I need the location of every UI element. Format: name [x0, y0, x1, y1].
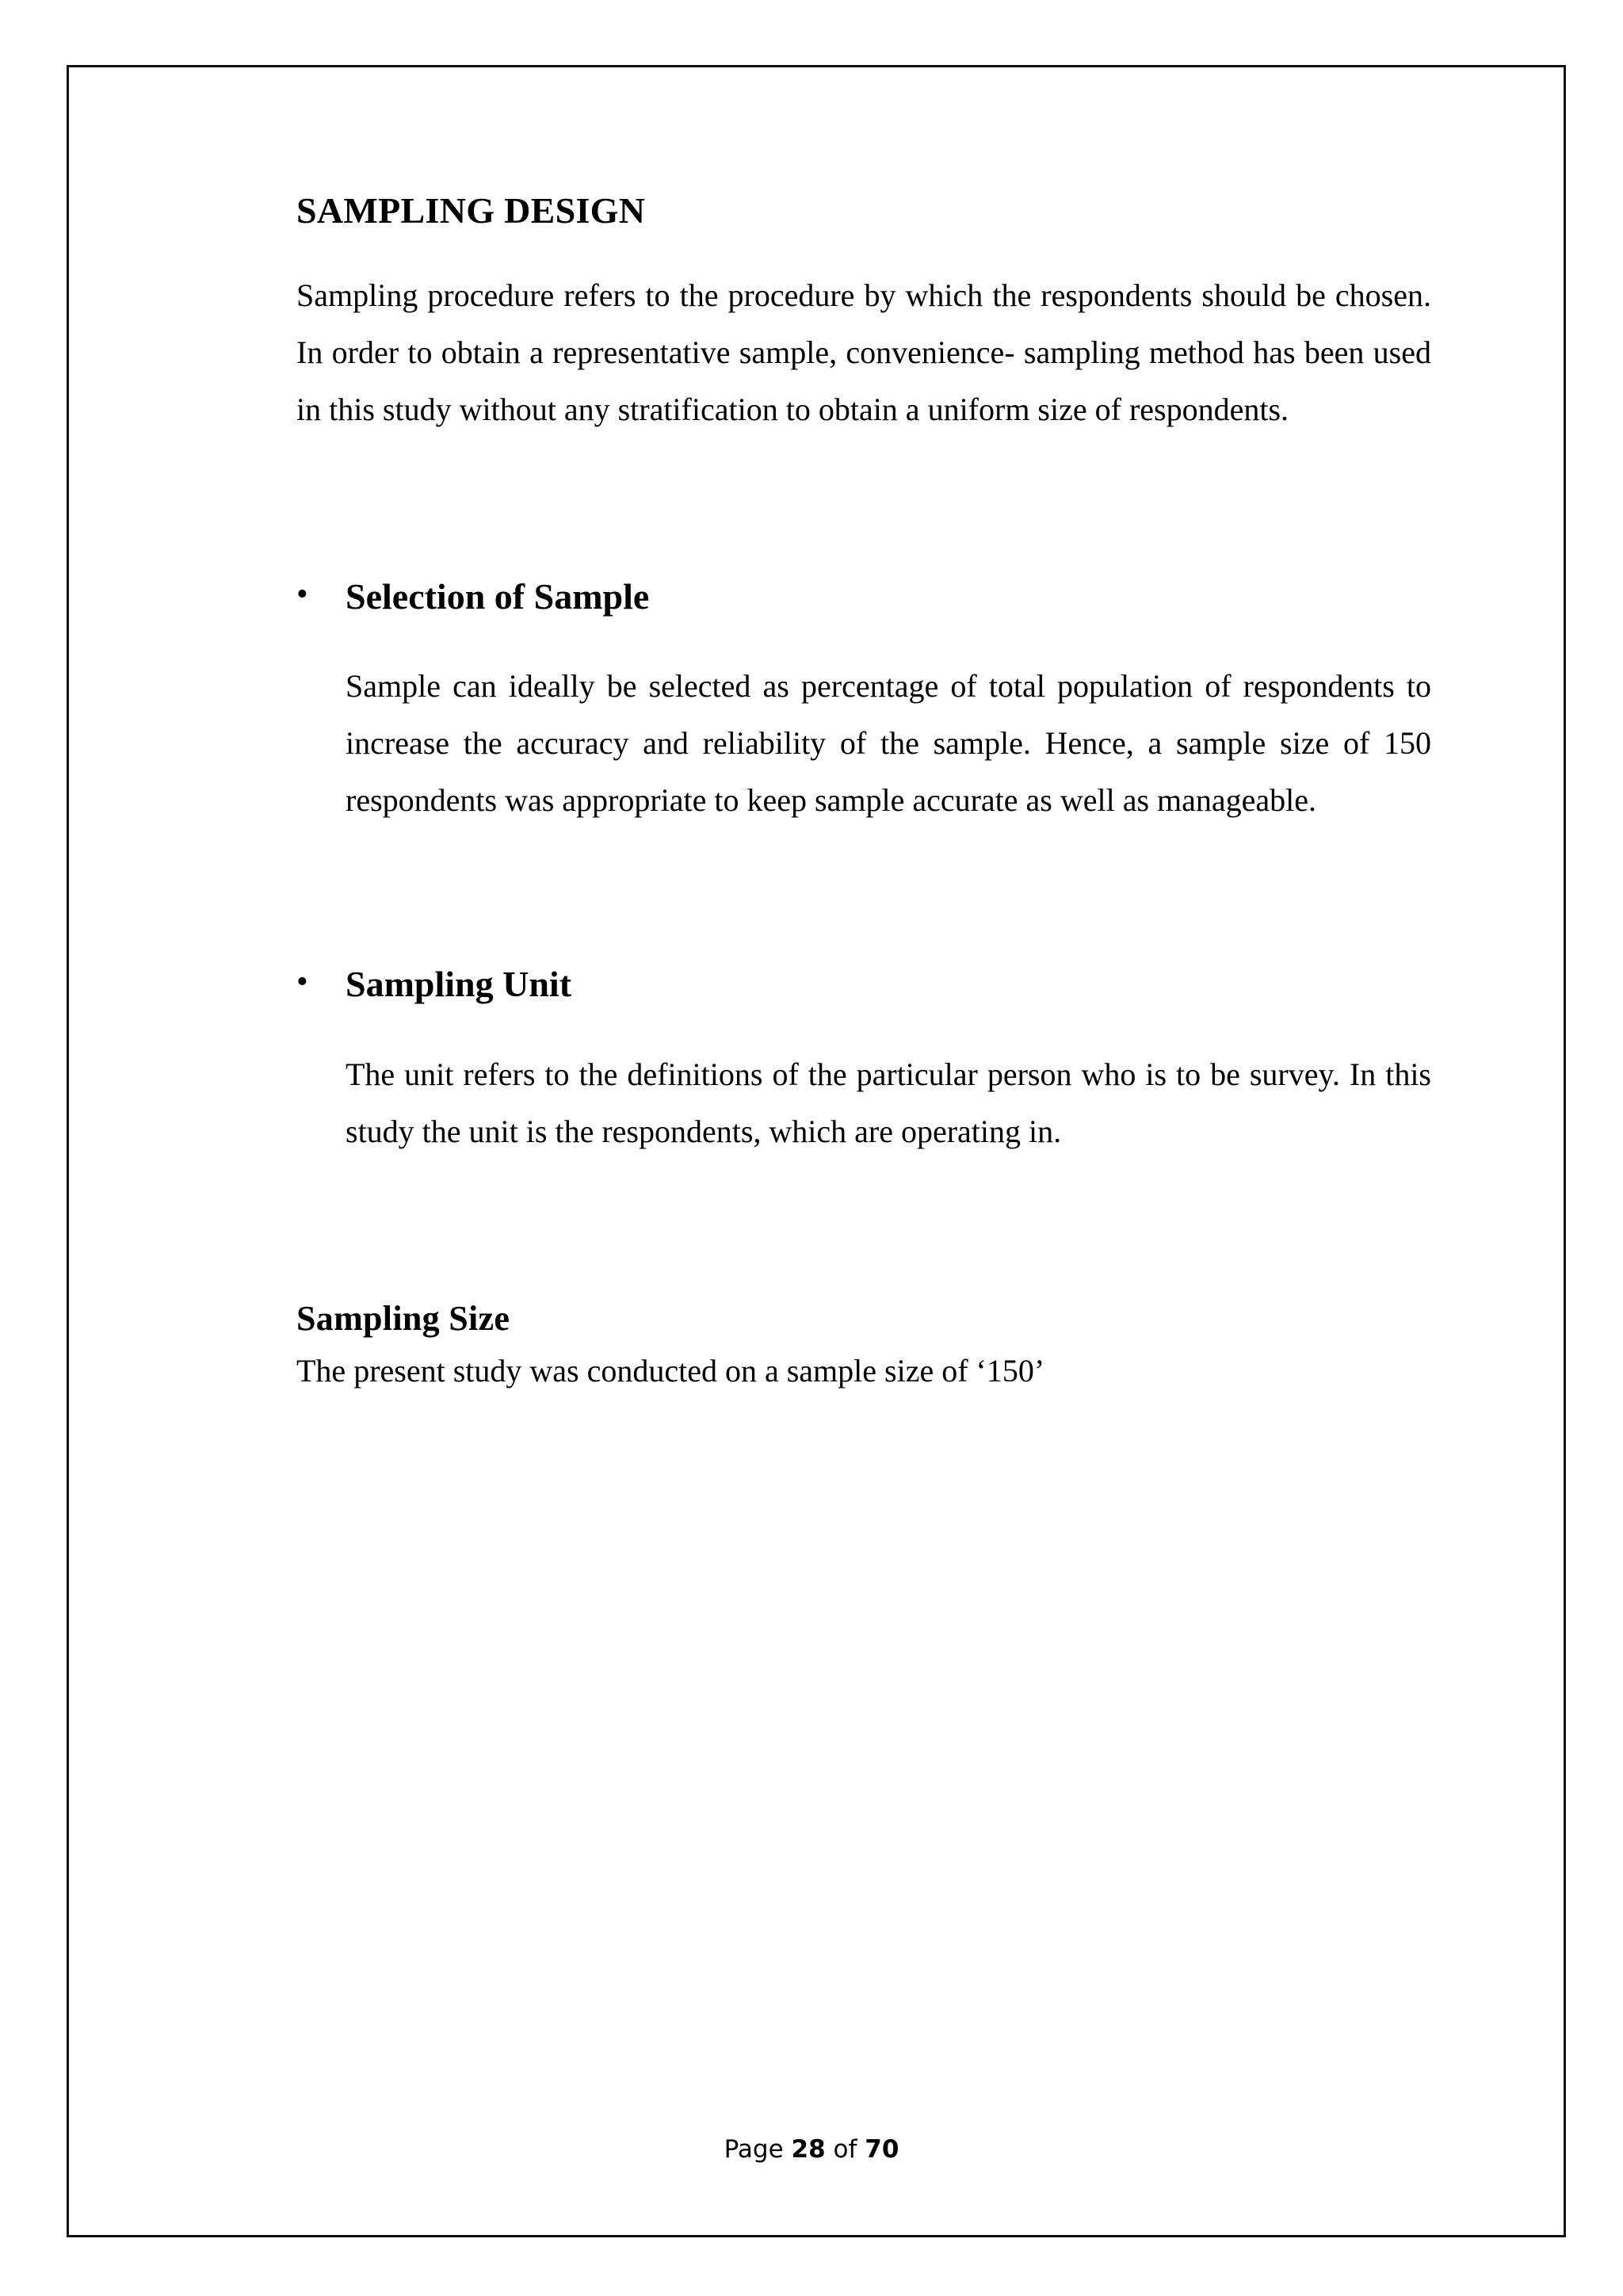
- subheading-label: Sampling Unit: [346, 964, 572, 1005]
- subheading-selection-of-sample: [296, 575, 1431, 618]
- selection-of-sample-paragraph: Sample can ideally be selected as percentage of total population of respondents to increase the accuracy and reliability of the sample. Hence, a sample size of 150 respondents was appropriate to keep sample accurate as well as manageable.: [346, 668, 1431, 819]
- page-label: Page: [724, 2135, 784, 2164]
- of-label: of: [833, 2135, 857, 2164]
- section-heading: SAMPLING DESIGN: [296, 190, 646, 231]
- total-pages-number: 70: [865, 2135, 899, 2164]
- subheading-label: Selection of Sample: [346, 576, 650, 617]
- sampling-unit-paragraph: The unit refers to the definitions of the particular person who is to be survey. In this study the unit is the respondents, which are operating in.: [346, 1056, 1431, 1149]
- page-footer: [0, 2135, 1623, 2164]
- bullet-icon: •: [296, 576, 308, 613]
- intro-paragraph: Sampling procedure refers to the procedure by which the respondents should be chosen. In order to obtain a representative sample, convenience- sampling method has been used in this study without any stratification to obtain a uniform size of respondents.: [296, 277, 1431, 428]
- current-page-number: 28: [791, 2135, 826, 2164]
- subheading-sampling-size: Sampling Size: [296, 1298, 510, 1338]
- subheading-sampling-unit: [296, 962, 1431, 1006]
- bullet-icon: •: [296, 964, 308, 1001]
- page-content: [296, 189, 1431, 1423]
- sampling-size-paragraph: The present study was conducted on a sample size of ‘150’: [296, 1353, 1045, 1389]
